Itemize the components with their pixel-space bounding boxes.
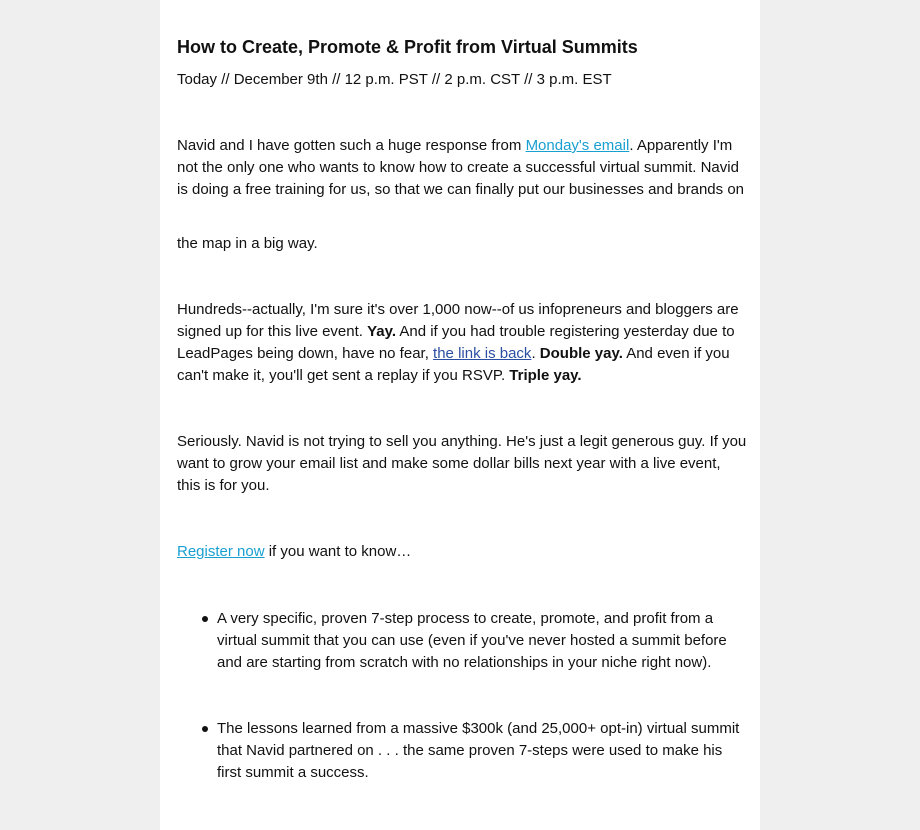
intro-paragraph-continued: the map in a big way. [177, 235, 318, 252]
event-text-3: . [531, 345, 540, 362]
register-paragraph [177, 541, 411, 563]
event-text-1: Hundreds--actually, I'm sure it's over 1,000 now--of us infopreneurs and bloggers are signed up for this live event. [177, 301, 739, 340]
register-now-link[interactable]: Register now [177, 543, 265, 560]
bullet-dot-icon [202, 726, 208, 732]
seriously-paragraph: Seriously. Navid is not trying to sell you anything. He's just a legit generous guy. If you want to grow your email list and make some dollar bills next year with a live event, this is for you. [177, 433, 747, 494]
mondays-email-link[interactable]: Monday's email [525, 137, 630, 154]
register-text: if you want to know… [264, 543, 412, 560]
event-text-2: And if you had trouble registering yesterday due to LeadPages being down, have no fear, [177, 323, 735, 362]
intro-text-start: Navid and I have gotten such a huge response from [177, 137, 526, 154]
triple-yay-emphasis: Triple yay. [509, 367, 582, 384]
list-item-text: A very specific, proven 7-step process to create, promote, and profit from a virtual summit that you can use (even if you've never hosted a summit before and are starting from scratch with no relationships in your niche right now). [217, 610, 727, 671]
double-yay-emphasis: Double yay. [539, 345, 623, 362]
event-schedule: Today // December 9th // 12 p.m. PST // 2 p.m. CST // 3 p.m. EST [177, 71, 612, 88]
list-item-text: The lessons learned from a massive $300k (and 25,000+ opt-in) virtual summit that Navid partnered on . . . the same proven 7-steps were used to make his first summit a success. [217, 720, 740, 781]
bullet-dot-icon [202, 616, 208, 622]
intro-text-end: . Apparently I'm not the only one who wants to know how to create a successful virtual summit. Navid is doing a free training for us, so that we can finally put our businesses and brands on [177, 137, 745, 198]
email-body [160, 0, 760, 830]
benefits-list-continued [177, 718, 747, 784]
benefits-list [177, 608, 747, 674]
intro-paragraph [177, 135, 747, 201]
email-title: How to Create, Promote & Profit from Virtual Summits [177, 37, 638, 57]
list-item [177, 608, 747, 674]
event-paragraph [177, 299, 747, 387]
link-is-back-link[interactable]: the link is back [433, 345, 532, 362]
list-item [177, 718, 747, 784]
yay-emphasis: Yay. [367, 323, 397, 340]
event-text-4: And even if you can't make it, you'll get sent a replay if you RSVP. [177, 345, 730, 384]
